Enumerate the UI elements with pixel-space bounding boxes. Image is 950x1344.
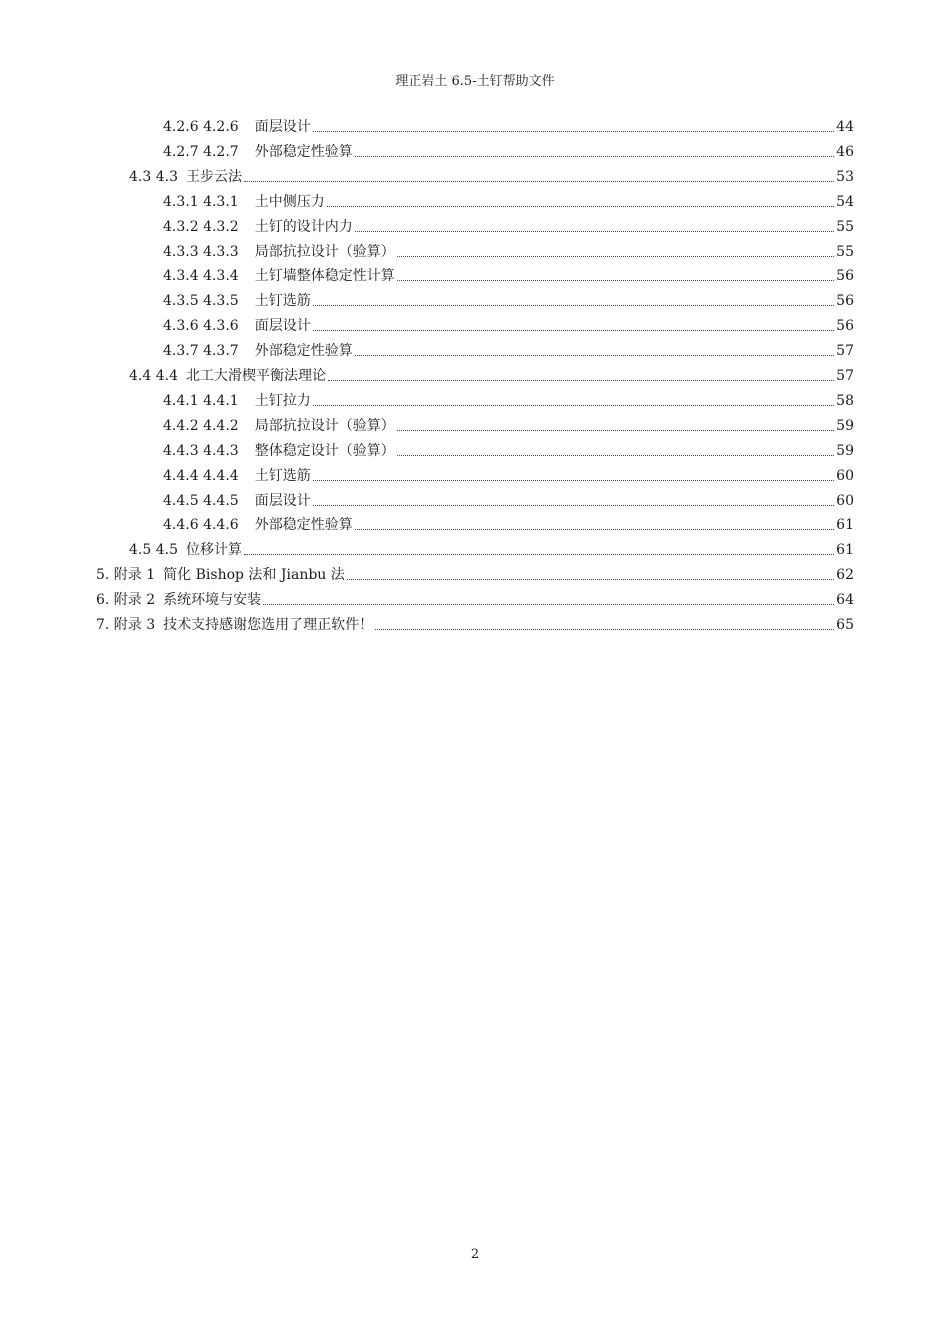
toc-entry-number: 4.2.7 4.2.7 — [163, 143, 239, 160]
toc-dot-leader — [263, 603, 834, 605]
toc-entry[interactable] — [163, 463, 854, 485]
toc-entry-title: 王步云法 — [185, 168, 242, 185]
toc-entry-page: 59 — [836, 417, 854, 434]
toc-entry-page: 56 — [836, 293, 854, 310]
toc-entry[interactable] — [163, 288, 854, 310]
toc-entry[interactable] — [163, 263, 854, 285]
toc-entry-number: 4.3.3 4.3.3 — [163, 243, 239, 260]
toc-entry[interactable] — [163, 189, 854, 211]
toc-entry-page: 64 — [836, 592, 854, 609]
toc-dot-leader — [397, 255, 834, 257]
toc-entry-title: 土钉拉力 — [254, 392, 311, 409]
toc-entry-page: 61 — [836, 517, 854, 534]
toc-entry-title: 局部抗拉设计（验算） — [254, 417, 395, 434]
toc-entry-number: 4.3.7 4.3.7 — [163, 343, 239, 360]
toc-entry-number: 4.4.5 4.4.5 — [163, 492, 239, 509]
toc-entry-number: 6. 附录 2 — [96, 592, 156, 609]
toc-entry[interactable] — [163, 338, 854, 360]
toc-entry-number: 4.5 4.5 — [129, 542, 178, 559]
toc-entry-number: 5. 附录 1 — [96, 567, 156, 584]
toc-entry[interactable] — [163, 139, 854, 161]
toc-dot-leader — [375, 628, 834, 630]
toc-entry[interactable] — [163, 214, 854, 236]
toc-entry-number: 4.4.6 4.4.6 — [163, 517, 239, 534]
toc-entry-page: 65 — [836, 617, 854, 633]
toc-entry-title: 位移计算 — [185, 542, 242, 559]
toc-dot-leader — [347, 578, 834, 580]
toc-entry-page: 56 — [836, 268, 854, 285]
running-header: 理正岩土 6.5-土钉帮助文件 — [395, 74, 555, 89]
toc-entry-number: 4.3.6 4.3.6 — [163, 318, 239, 335]
toc-entry-page: 60 — [836, 492, 854, 509]
toc-entry-page: 58 — [836, 392, 854, 409]
toc-entry-title: 局部抗拉设计（验算） — [254, 243, 395, 260]
toc-dot-leader — [313, 304, 834, 306]
toc-entry-number: 4.4.2 4.4.2 — [163, 417, 239, 434]
toc-entry-title: 外部稳定性验算 — [254, 517, 353, 534]
toc-entry-number: 4.4 4.4 — [129, 368, 178, 384]
toc-entry-page: 57 — [836, 368, 854, 384]
toc-dot-leader — [327, 205, 834, 207]
toc-entry-page: 46 — [836, 143, 854, 160]
toc-entry-title: 土钉的设计内力 — [254, 218, 353, 235]
toc-entry[interactable] — [163, 512, 854, 534]
toc-entry[interactable] — [163, 413, 854, 435]
toc-dot-leader — [313, 479, 834, 481]
toc-entry-page: 61 — [836, 542, 854, 559]
toc-dot-leader — [244, 180, 834, 182]
toc-dot-leader — [313, 329, 834, 331]
toc-dot-leader — [397, 429, 834, 431]
toc-entry-page: 44 — [836, 119, 854, 135]
toc-entry[interactable] — [163, 239, 854, 261]
toc-entry[interactable] — [129, 537, 854, 559]
toc-dot-leader — [397, 454, 834, 456]
toc-dot-leader — [355, 155, 834, 157]
toc-entry-title: 北工大滑楔平衡法理论 — [185, 368, 326, 384]
toc-entry-number: 4.2.6 4.2.6 — [163, 119, 239, 135]
toc-entry[interactable] — [96, 587, 854, 609]
toc-entry[interactable] — [129, 363, 854, 385]
toc-entry-title: 土中侧压力 — [254, 193, 325, 210]
toc-entry-page: 55 — [836, 243, 854, 260]
toc-entry-number: 4.3.5 4.3.5 — [163, 293, 239, 310]
toc-entry-number: 7. 附录 3 — [96, 617, 156, 633]
toc-entry-page: 55 — [836, 218, 854, 235]
toc-entry-page: 62 — [836, 567, 854, 584]
toc-dot-leader — [397, 279, 834, 281]
toc-entry[interactable] — [163, 438, 854, 460]
toc-dot-leader — [355, 528, 834, 530]
toc-entry-title: 面层设计 — [254, 318, 311, 335]
toc-entry[interactable] — [163, 313, 854, 335]
toc-dot-leader — [328, 379, 834, 381]
toc-entry-title: 整体稳定设计（验算） — [254, 442, 395, 459]
toc-entry[interactable] — [163, 114, 854, 136]
toc-entry-title: 系统环境与安装 — [163, 592, 262, 609]
toc-entry-title: 土钉选筋 — [254, 293, 311, 310]
toc-entry-page: 56 — [836, 318, 854, 335]
toc-entry[interactable] — [163, 388, 854, 410]
toc-entry[interactable] — [96, 612, 854, 634]
toc-entry-number: 4.4.3 4.4.3 — [163, 442, 239, 459]
toc-entry-number: 4.4.4 4.4.4 — [163, 467, 239, 484]
toc-dot-leader — [244, 553, 834, 555]
toc-entry-number: 4.4.1 4.4.1 — [163, 392, 239, 409]
toc-entry[interactable] — [96, 562, 854, 584]
toc-entry-page: 53 — [836, 168, 854, 185]
toc-dot-leader — [355, 230, 834, 232]
toc-dot-leader — [313, 130, 834, 132]
toc-entry-number: 4.3 4.3 — [129, 168, 178, 185]
toc-entry-title: 土钉选筋 — [254, 467, 311, 484]
toc-dot-leader — [355, 354, 834, 356]
toc-entry-page: 60 — [836, 467, 854, 484]
toc-dot-leader — [313, 504, 834, 506]
toc-entry-title: 技术支持感谢您选用了理正软件！ — [163, 617, 374, 633]
toc-entry-page: 54 — [836, 193, 854, 210]
page-number: 2 — [470, 1247, 480, 1262]
toc-entry-number: 4.3.2 4.3.2 — [163, 218, 239, 235]
toc-entry-page: 59 — [836, 442, 854, 459]
toc-entry-title: 简化 Bishop 法和 Jianbu 法 — [163, 567, 345, 584]
toc-entry-number: 4.3.4 4.3.4 — [163, 268, 239, 285]
toc-entry[interactable] — [129, 164, 854, 186]
toc-dot-leader — [313, 404, 834, 406]
toc-entry-title: 外部稳定性验算 — [254, 343, 353, 360]
toc-entry-page: 57 — [836, 343, 854, 360]
toc-entry-title: 外部稳定性验算 — [254, 143, 353, 160]
toc-entry-number: 4.3.1 4.3.1 — [163, 193, 239, 210]
toc-entry-title: 面层设计 — [254, 119, 311, 135]
toc-entry-title: 土钉墙整体稳定性计算 — [254, 268, 395, 285]
toc-entry-title: 面层设计 — [254, 492, 311, 509]
toc-entry[interactable] — [163, 488, 854, 510]
